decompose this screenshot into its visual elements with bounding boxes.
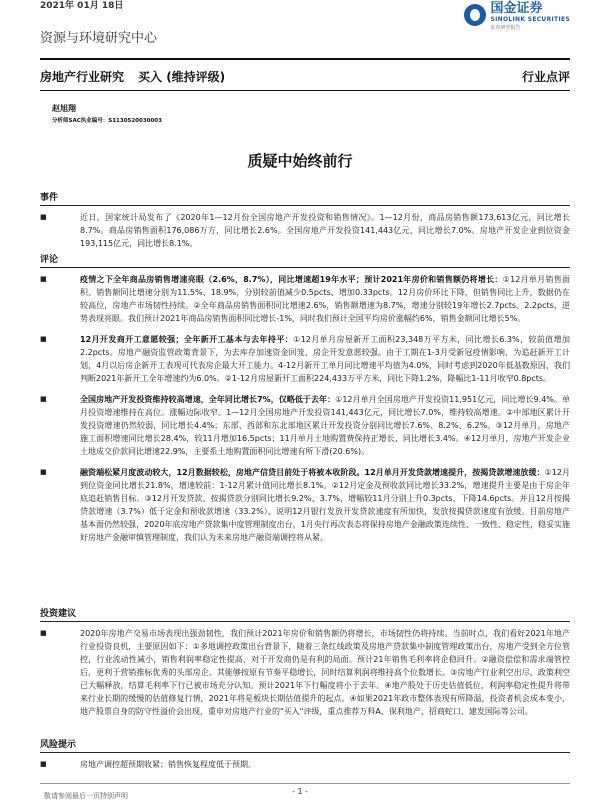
list-item [40,333,570,385]
comments-section [40,252,570,544]
item-body: ①12月单月全国房地产开发投资11,951亿元，同比增长9.4%。单月投资增速维持在高位。涨幅边际收窄。1—12月全国房地产开发投资141,443亿元，同比增长7.0%，维持较高增速。②中部地区累计开发投资增速仍然较弱，同比增长4.4%；东部、西部和东北部地区累计开发投资分别同比增长7.6%、8.2%、6.2%。③12月单月，房地产施工面积增速同比增长28.4%，较11月增加16.5pcts；11月单月土地购置费保持正增长，同比增长3.4%。④12月单月，房地产开发企业土地成交价款同比增速22.9%，主要系土地购置面积同比增速有所下滑(20.6%)。 [80,395,570,456]
section-title: 投资建议 [40,606,570,622]
list-item [40,393,570,458]
page-number: - 1 - [292,787,308,796]
item-lead: 融资端松紧月度波动较大，12月数据较松，房地产信贷目前处于将被本收阶段。12月单月开发贷款增速提升，按揭贷款增速放缓： [80,468,545,477]
analyst-license: 分析师SAC执业编号：S1130520030003 [52,118,162,124]
item-body: ①12月到位资金同比增长21.8%，增速较前：1-12月累计值同比增长8.1%。②12月定金及预收款同比增长33.2%，增速提升主要是由于房企年底追赶销售目标。③12月开发贷款、按揭贷款分别同比增长9.2%、3.7%，增幅较11月分别上升0.3pcts、下降14.6pcts。并且12月按揭贷款增速（3.7%）低于定金和预收款增速（33.2%），说明12月银行发放开发贷款速度有所加快，发放按揭贷款速度有放缓。目前房地产基本面仍然较强，2020年底房地产贷款集中度管理制度出台，1月央行再次表态将保持房地产金融政策连续性、一致性、稳定性，稳妥实施好房地产金融审慎管理制度，我们认为未来房地产融资端调控将从紧。 [80,468,570,542]
item-lead: 12月开发商开工意愿较强；全年新开工基本与去年持平： [80,335,294,344]
list-item: ■ 2020年房地产交易市场表现出强劲韧性，我们预计2021年房价和销售额仍将增长，市场韧性仍将持续。当前时点，我们看好2021年地产行业投资良机，主要原因如下：①多地调控政策出台背景下，随着三条红线政策及房地产贷款集中制度管理政策出台，房地产受到全方位管控，行业流动性减小，销售利润率稳定性提高，对于开发商仍是有利的局面。预计21年销售毛利率将企稳回升。②融资偿偿和需求端管控后，更利于营销推标优秀的头部房企。其能够按原有节奏平稳增长，同时结算利润将维持高个位数增长。③房地产行业利空出尽，政策利空已大幅释放，结算毛利率下行已被市场充分认知。预计2021年下行幅度将小于去年。④地产股处于历史估值低位，利润率稳定性提升将带来行业长期的缓慢的估值修复行情，2021年将是板块长期估值提升的起点。④如果2021年政市整体表现有所降温，投资者机会成本变小，地产股票自身的防守性溢价会出现，重申对房地产行业的"买入"评级，重点推荐万科A、保利地产、招商蛇口、建发国际等公司。 [40,627,570,718]
item-body: ①12月单月销售面积、销售额同比增速分别为11.5%、18.9%，分别较前值减少0.5pcts、增加0.33pcts。12月房价环比下降，但销售同比上升，数据仍在较高位，房地产市场韧性持续。②全年商品房销售面积同比增速2.6%，销售额增速为8.7%，增速分别较19年增长2.7pcts、2.2pcts，逆势表现亮眼。我们预计2021年商品房销售面积同比增长-1%，同时我们预计全国平均房价涨幅约6%，销售金额同比增长5%。 [80,275,570,323]
analyst-name: 赵旭翔 [52,104,76,113]
brand-name-cn: 国金证券 [490,1,543,16]
header-row [40,64,570,88]
industry-label: 房地产行业研究 [40,69,125,84]
events-section [40,190,570,250]
section-title: 评论 [40,252,570,268]
report-title: 质疑中始终前行 [247,152,353,170]
item-body: ①12月单月房屋新开工面积23,348万平方米，同比增长6.3%，较前值增加2.2pcts。房地产融资监管政策背景下，为去库存加速资金回笼，房企开发意愿较强。由于工期在1-3月受新冠疫情影响，为追赶新开工计划，4月以后房企新开工表现可代表房企最大开工能力。4-12月新开工单月同比增速平均值为4.0%，同时考虑到2020年低基数原因，我们判断2021年新开工全年增速约为6.0%。②1-12月房屋新开工面积224,433万平方米，同比下降1.2%，降幅比1-11月收窄0.8pcts。 [80,335,570,383]
report-type-label: 行业点评 [521,69,570,84]
report-date: 2021年 01月 18日 [40,1,124,11]
section-title: 风险提示 [40,737,570,753]
brand-logo-icon [464,4,486,26]
footer-rule [40,783,570,784]
header-rule [40,58,570,60]
header-divider [40,90,570,91]
list-item: ■ 近日，国家统计局发布了《2020年1—12月份全国房地产开发投资和销售情况》。1—12月份，商品房销售额173,613亿元，同比增长8.7%。商品房销售面积176,086万方，同比增长2.6%。全国房地产开发投资141,443亿元，同比增长7.0%。房地产开发企业到位资金193,115亿元，同比增长8.1%。 [40,211,570,250]
list-item: ■ 房地产调控超预期收紧；销售恢复程度低于预期。 [40,758,570,771]
brand-tagline: 证券研究报告 [490,25,521,31]
research-center: 资源与环境研究中心 [40,31,158,46]
list-item [40,466,570,544]
advice-section [40,606,570,718]
list-item [40,273,570,325]
item-lead: 全国房地产开发投资维持较高增速，全年同比增长7%，仅略低于去年： [80,395,336,404]
footer-note: 敬请参阅最后一页特别声明 [44,792,128,800]
section-title: 事件 [40,190,570,206]
brand-name-en: SINOLINK SECURITIES [490,16,570,23]
brand-logo [464,2,570,31]
risk-section [40,737,570,771]
item-lead: 疫情之下全年商品房销售增速亮眼（2.6%，8.7%），同比增速超19年水平；预计2021年房价和销售额仍将增长： [80,275,503,284]
rating-label: 买入 (维持评级) [138,69,226,84]
